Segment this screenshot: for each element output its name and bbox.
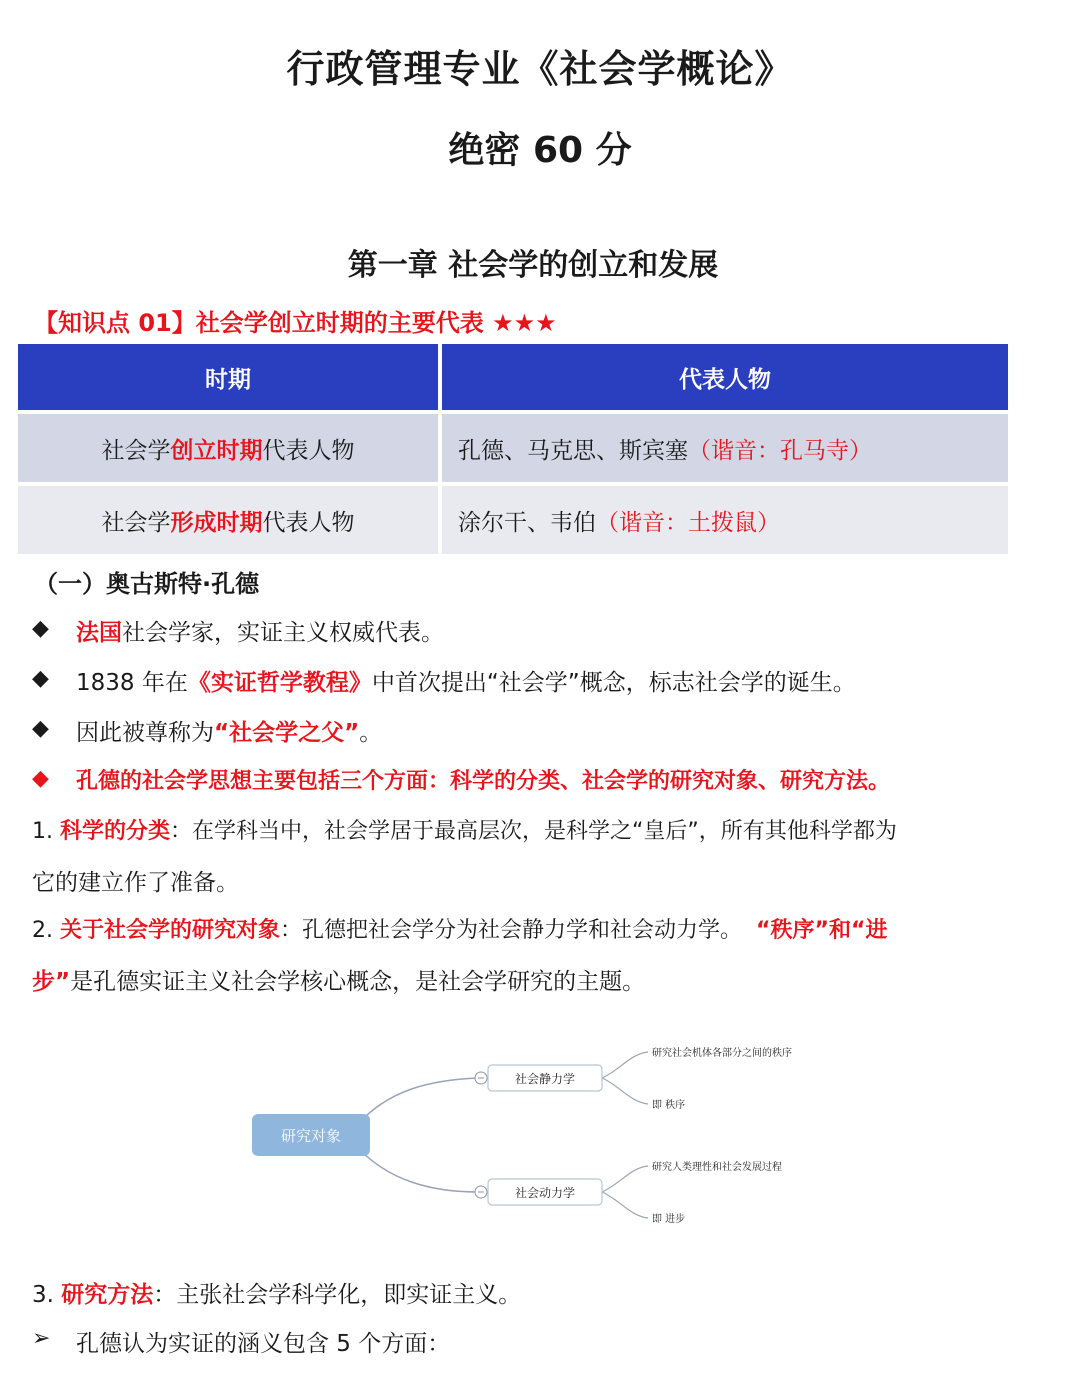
point-2-line-1: 2. 关于社会学的研究对象：孔德把社会学分为社会静力学和社会动力学。 “秩序”和“进 <box>32 918 888 943</box>
arrow-bullet-icon: ➢ <box>32 1326 51 1351</box>
page-subtitle: 绝密 60 分 <box>448 130 632 171</box>
mindmap-leaf-label: 即 进步 <box>652 1214 686 1225</box>
mindmap-connector <box>360 1150 478 1192</box>
period-cell: 社会学形成时期代表人物 <box>18 484 440 554</box>
point-4: 孔德认为实证的涵义包含 5 个方面： <box>76 1331 451 1357</box>
point-1-line-1: 1. 科学的分类：在学科当中，社会学居于最高层次，是科学之“皇后”，所有其他科学都为 <box>32 819 897 844</box>
mindmap-branch-label: 社会动力学 <box>514 1186 576 1200</box>
knowledge-point-heading: 【知识点 01】社会学创立时期的主要代表 ★★★ <box>34 309 557 337</box>
mindmap-connector <box>360 1078 478 1122</box>
mindmap-branch-label: 社会静力学 <box>514 1072 576 1086</box>
representatives-cell: 孔德、马克思、斯宾塞（谐音：孔马寺） <box>440 412 1008 484</box>
research-object-mindmap <box>240 1030 860 1240</box>
bullet-text: 1838 年在《实证哲学教程》中首次提出“社会学”概念，标志社会学的诞生。 <box>76 670 856 696</box>
bullet-text: 孔德的社会学思想主要包括三个方面：科学的分类、社会学的研究对象、研究方法。 <box>76 769 891 794</box>
mindmap-leaf-label: 即 秩序 <box>652 1100 686 1111</box>
diamond-bullet-icon: ◆ <box>32 766 49 791</box>
table-header-period: 时期 <box>18 344 440 412</box>
table-header-row <box>18 344 1008 412</box>
representatives-cell: 涂尔干、韦伯（谐音：土拨鼠） <box>440 484 1008 554</box>
period-cell: 社会学创立时期代表人物 <box>18 412 440 484</box>
mindmap-root-label: 研究对象 <box>280 1127 342 1145</box>
mindmap-leaf-label: 研究社会机体各部分之间的秩序 <box>652 1048 792 1059</box>
point-2-line-2: 步”是孔德实证主义社会学核心概念，是社会学研究的主题。 <box>32 969 646 995</box>
bullet-text: 因此被尊称为“社会学之父”。 <box>76 720 383 746</box>
section-heading: （一）奥古斯特·孔德 <box>34 570 260 598</box>
point-3: 3. 研究方法：主张社会学科学化，即实证主义。 <box>32 1282 522 1308</box>
bullet-text: 法国社会学家，实证主义权威代表。 <box>76 620 444 646</box>
chapter-heading: 第一章 社会学的创立和发展 <box>347 248 719 283</box>
diamond-bullet-icon: ◆ <box>32 616 49 641</box>
representatives-table <box>18 344 1008 554</box>
mindmap-leaf-label: 研究人类理性和社会发展过程 <box>652 1162 782 1173</box>
table-row <box>18 484 1008 554</box>
table-header-representatives: 代表人物 <box>440 344 1008 412</box>
diamond-bullet-icon: ◆ <box>32 716 49 741</box>
table-row <box>18 412 1008 484</box>
page-title: 行政管理专业《社会学概论》 <box>286 47 794 91</box>
point-1-line-2: 它的建立作了准备。 <box>32 870 239 896</box>
diamond-bullet-icon: ◆ <box>32 666 49 691</box>
